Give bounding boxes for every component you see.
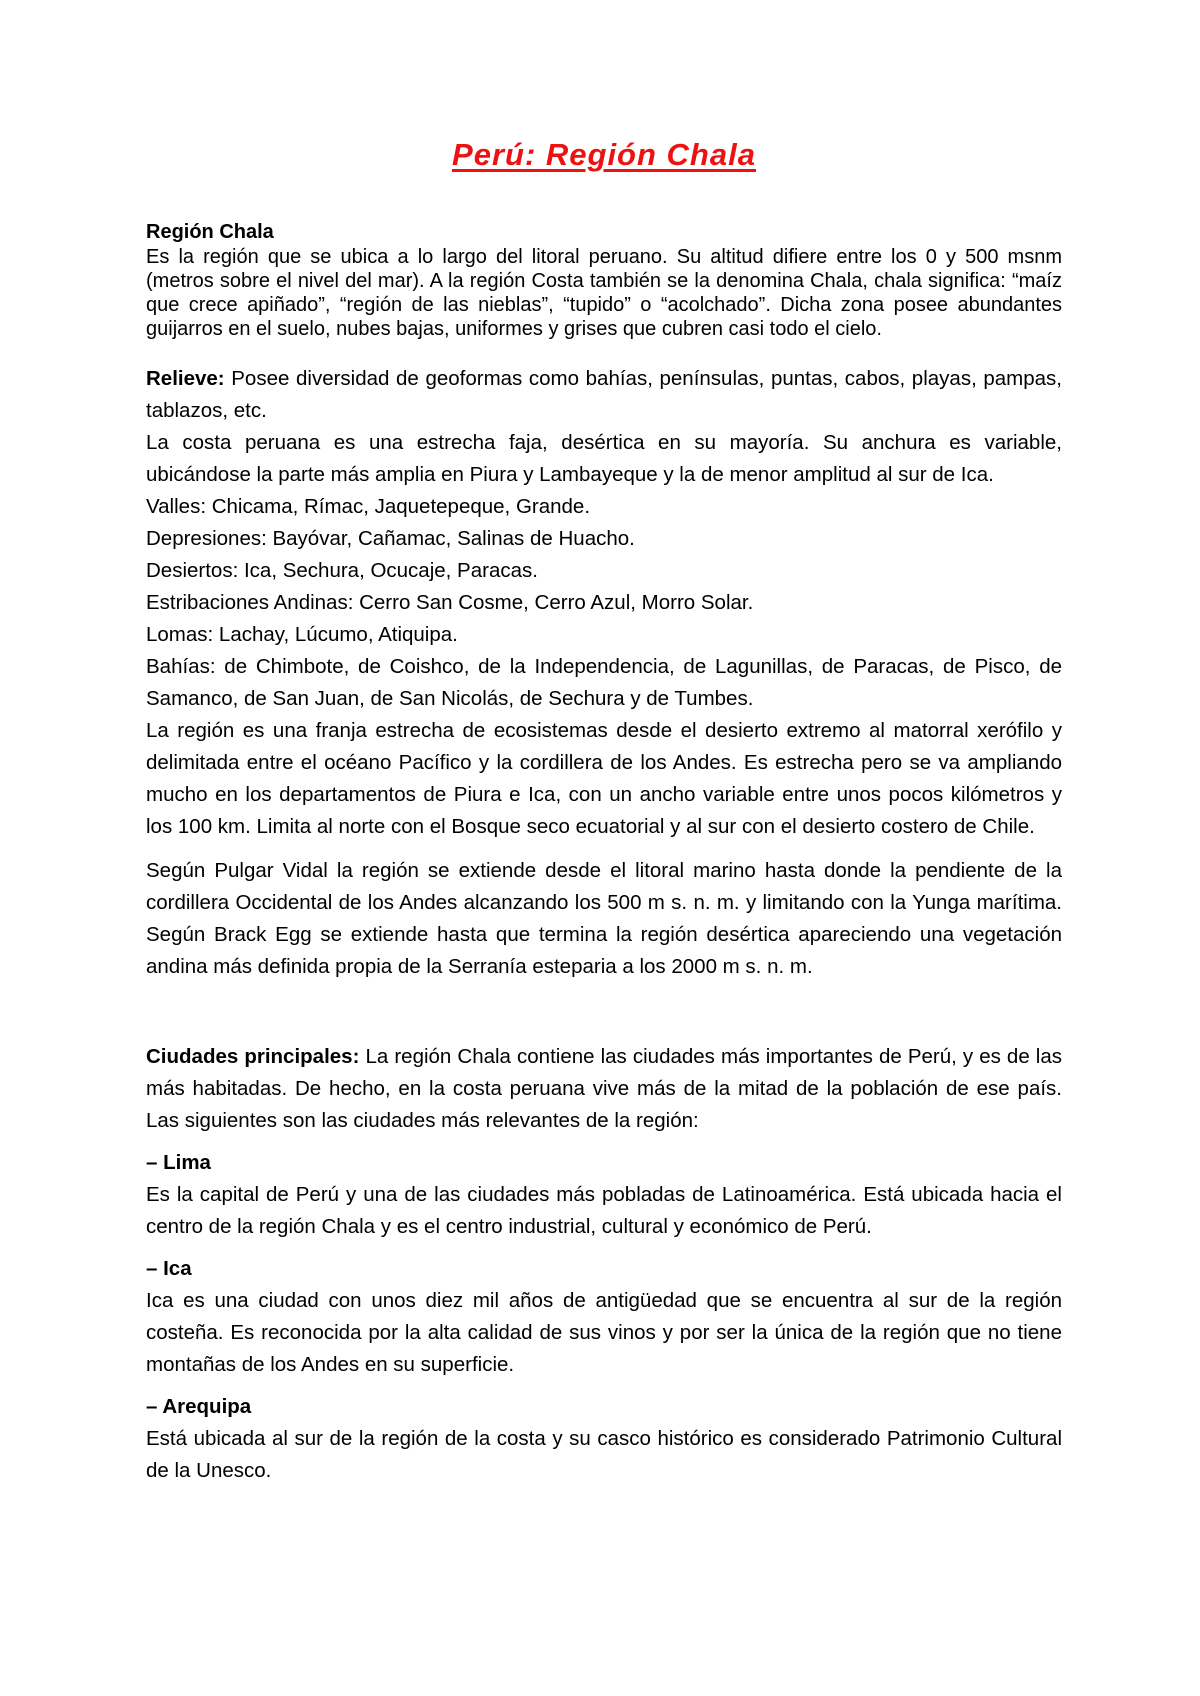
document-body [146, 135, 1062, 1487]
relieve-line: Depresiones: Bayóvar, Cañamac, Salinas de Huacho. [146, 527, 635, 550]
relieve-lead: Posee diversidad de geoformas como bahías, penínsulas, puntas, cabos, playas, pampas, tablazos, etc. [146, 367, 1062, 422]
relieve-line: La región es una franja estrecha de ecosistemas desde el desierto extremo al matorral xerófilo y delimitada entre el océano Pacífico y la cordillera de los Andes. Es estrecha pero se va ampliando mucho en los departamentos de Piura e Ica, con un ancho variable entre unos pocos kilómetros y los 100 km. Limita al norte con el Bosque seco ecuatorial y al sur con el desierto costero de Chile. [146, 719, 1062, 838]
intro-section [146, 219, 1062, 341]
relieve-section [146, 363, 1062, 983]
relieve-line: Lomas: Lachay, Lúcumo, Atiquipa. [146, 623, 458, 646]
city-item [146, 1253, 1062, 1381]
city-text: Es la capital de Perú y una de las ciudades más pobladas de Latinoamérica. Está ubicada hacia el centro de la región Chala y es el centro industrial, cultural y económico de Perú. [146, 1183, 1062, 1238]
city-name: – Ica [146, 1257, 192, 1280]
cities-label: Ciudades principales: [146, 1045, 360, 1068]
relieve-line: La costa peruana es una estrecha faja, desértica en su mayoría. Su anchura es variable, ubicándose la parte más amplia en Piura y Lambayeque y la de menor amplitud al sur de Ica. [146, 431, 1062, 486]
city-item [146, 1147, 1062, 1243]
city-text: Ica es una ciudad con unos diez mil años de antigüedad que se encuentra al sur de la región costeña. Es reconocida por la alta calidad de sus vinos y por ser la única de la región que no tiene montañas de los Andes en su superficie. [146, 1289, 1062, 1376]
cities-section [146, 1041, 1062, 1487]
cities-lead-paragraph [146, 1041, 1062, 1137]
relieve-lead-paragraph [146, 363, 1062, 427]
relieve-label: Relieve: [146, 367, 225, 390]
intro-heading: Región Chala [146, 221, 274, 243]
relieve-line: Desiertos: Ica, Sechura, Ocucaje, Paracas. [146, 559, 538, 582]
city-name: – Arequipa [146, 1395, 252, 1418]
city-text: Está ubicada al sur de la región de la costa y su casco histórico es considerado Patrimonio Cultural de la Unesco. [146, 1427, 1062, 1482]
city-name: – Lima [146, 1151, 211, 1174]
city-item [146, 1391, 1062, 1487]
relieve-line: Valles: Chicama, Rímac, Jaquetepeque, Grande. [146, 495, 591, 518]
relieve-paragraph-2: Según Pulgar Vidal la región se extiende desde el litoral marino hasta donde la pendiente de la cordillera Occidental de los Andes alcanzando los 500 m s. n. m. y limitando con la Yunga marítima. Según Brack Egg se extiende hasta que termina la región desértica apareciendo una vegetación andina más definida propia de la Serranía esteparia a los 2000 m s. n. m. [146, 859, 1062, 978]
relieve-line: Estribaciones Andinas: Cerro San Cosme, Cerro Azul, Morro Solar. [146, 591, 754, 614]
page-title: Perú: Región Chala [452, 137, 756, 172]
cities-lead: La región Chala contiene las ciudades más importantes de Perú, y es de las más habitadas. De hecho, en la costa peruana vive más de la mitad de la población de ese país. Las siguientes son las ciudades más relevantes de la región: [146, 1045, 1062, 1132]
intro-text: Es la región que se ubica a lo largo del litoral peruano. Su altitud difiere entre los 0 y 500 msnm (metros sobre el nivel del mar). A la región Costa también se la denomina Chala, chala significa: “maíz que crece apiñado”, “región de las nieblas”, “tupido” o “acolchado”. Dicha zona posee abundantes guijarros en el suelo, nubes bajas, uniformes y grises que cubren casi todo el cielo. [146, 246, 1062, 340]
relieve-line: Bahías: de Chimbote, de Coishco, de la Independencia, de Lagunillas, de Paracas, de Pisco, de Samanco, de San Juan, de San Nicolás, de Sechura y de Tumbes. [146, 655, 1062, 710]
